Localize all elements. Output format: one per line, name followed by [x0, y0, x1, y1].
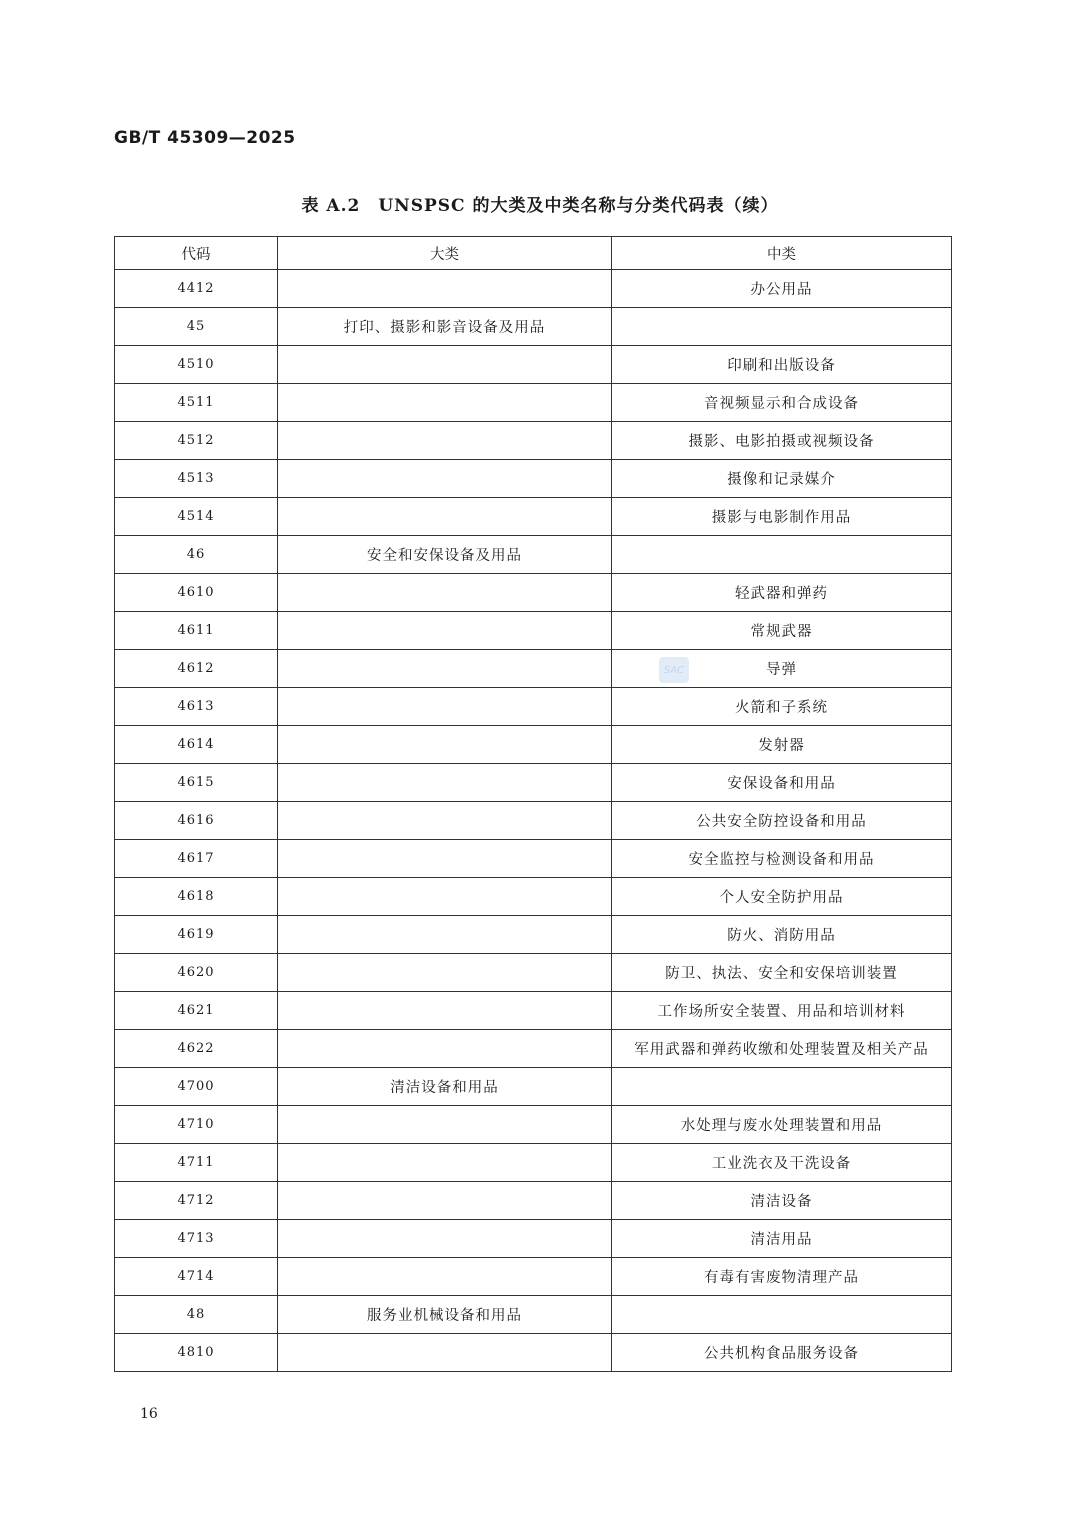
cell-code: 4622: [115, 1030, 278, 1068]
table-row: [115, 1106, 952, 1144]
table-row: [115, 308, 952, 346]
cell-major: [278, 612, 612, 650]
cell-code: 4714: [115, 1258, 278, 1296]
cell-major: [278, 1030, 612, 1068]
table-row: [115, 1258, 952, 1296]
cell-mid: 印刷和出版设备: [612, 346, 952, 384]
table-header-row: [115, 237, 952, 270]
cell-mid: [612, 308, 952, 346]
cell-major: [278, 422, 612, 460]
cell-code: 4713: [115, 1220, 278, 1258]
table-title: 表 A.2 UNSPSC 的大类及中类名称与分类代码表（续）: [301, 196, 779, 216]
cell-mid: 摄影、电影拍摄或视频设备: [612, 422, 952, 460]
cell-code: 4612: [115, 650, 278, 688]
cell-code: 4618: [115, 878, 278, 916]
table-row: [115, 726, 952, 764]
header-mid: 中类: [612, 237, 952, 270]
cell-mid: 公共机构食品服务设备: [612, 1334, 952, 1372]
cell-major: [278, 688, 612, 726]
table-body: [115, 270, 952, 1372]
cell-mid: 军用武器和弹药收缴和处理装置及相关产品: [612, 1030, 952, 1068]
table-row: [115, 346, 952, 384]
cell-major: 清洁设备和用品: [278, 1068, 612, 1106]
cell-major: [278, 1182, 612, 1220]
cell-mid: 防卫、执法、安全和安保培训装置: [612, 954, 952, 992]
cell-major: [278, 650, 612, 688]
table-row: [115, 1030, 952, 1068]
cell-mid: 安保设备和用品: [612, 764, 952, 802]
cell-code: 4711: [115, 1144, 278, 1182]
table-row: [115, 1068, 952, 1106]
cell-mid: 安全监控与检测设备和用品: [612, 840, 952, 878]
cell-code: 4616: [115, 802, 278, 840]
cell-major: [278, 1106, 612, 1144]
table-row: [115, 954, 952, 992]
table-row: [115, 878, 952, 916]
table-row: [115, 270, 952, 308]
header-code: 代码: [115, 237, 278, 270]
cell-code: 4513: [115, 460, 278, 498]
cell-mid: [612, 536, 952, 574]
cell-major: [278, 1144, 612, 1182]
cell-code: 4710: [115, 1106, 278, 1144]
cell-major: 安全和安保设备及用品: [278, 536, 612, 574]
cell-mid: [612, 1296, 952, 1334]
cell-major: [278, 574, 612, 612]
cell-code: 4810: [115, 1334, 278, 1372]
cell-mid: 清洁设备: [612, 1182, 952, 1220]
cell-major: [278, 878, 612, 916]
cell-code: 4615: [115, 764, 278, 802]
table-row: [115, 764, 952, 802]
cell-mid: 音视频显示和合成设备: [612, 384, 952, 422]
cell-major: [278, 270, 612, 308]
header-major: 大类: [278, 237, 612, 270]
cell-mid: 水处理与废水处理装置和用品: [612, 1106, 952, 1144]
cell-major: [278, 992, 612, 1030]
cell-code: 4412: [115, 270, 278, 308]
table-row: [115, 802, 952, 840]
cell-major: [278, 1258, 612, 1296]
cell-mid: 公共安全防控设备和用品: [612, 802, 952, 840]
table-row: [115, 1296, 952, 1334]
cell-major: [278, 498, 612, 536]
cell-code: 4512: [115, 422, 278, 460]
cell-code: 4619: [115, 916, 278, 954]
cell-major: [278, 840, 612, 878]
table-row: [115, 498, 952, 536]
cell-mid: 办公用品: [612, 270, 952, 308]
cell-code: 4613: [115, 688, 278, 726]
cell-code: 46: [115, 536, 278, 574]
table-row: [115, 1220, 952, 1258]
table-row: [115, 574, 952, 612]
cell-mid: 工作场所安全装置、用品和培训材料: [612, 992, 952, 1030]
cell-code: 45: [115, 308, 278, 346]
cell-major: [278, 916, 612, 954]
cell-major: 打印、摄影和影音设备及用品: [278, 308, 612, 346]
table-row: [115, 612, 952, 650]
sac-watermark-logo: SAC: [659, 657, 689, 683]
page-number: 16: [140, 1406, 158, 1422]
cell-code: 4620: [115, 954, 278, 992]
cell-major: [278, 726, 612, 764]
cell-code: 4610: [115, 574, 278, 612]
cell-code: 48: [115, 1296, 278, 1334]
table-row: [115, 1144, 952, 1182]
cell-mid: 摄影与电影制作用品: [612, 498, 952, 536]
cell-mid: [612, 1068, 952, 1106]
cell-code: 4611: [115, 612, 278, 650]
cell-major: 服务业机械设备和用品: [278, 1296, 612, 1334]
table-row: [115, 1334, 952, 1372]
classification-table: [114, 236, 952, 1372]
cell-code: 4617: [115, 840, 278, 878]
cell-major: [278, 346, 612, 384]
cell-mid: 工业洗衣及干洗设备: [612, 1144, 952, 1182]
cell-code: 4712: [115, 1182, 278, 1220]
cell-code: 4514: [115, 498, 278, 536]
cell-mid: 导弹: [612, 650, 952, 688]
table-row: [115, 650, 952, 688]
cell-mid: 摄像和记录媒介: [612, 460, 952, 498]
cell-mid: 有毒有害废物清理产品: [612, 1258, 952, 1296]
cell-major: [278, 802, 612, 840]
cell-mid: 个人安全防护用品: [612, 878, 952, 916]
cell-mid: 火箭和子系统: [612, 688, 952, 726]
cell-major: [278, 384, 612, 422]
table-row: [115, 460, 952, 498]
table-row: [115, 916, 952, 954]
document-id: GB/T 45309—2025: [114, 128, 296, 148]
cell-major: [278, 1334, 612, 1372]
table-row: [115, 992, 952, 1030]
cell-code: 4614: [115, 726, 278, 764]
cell-major: [278, 1220, 612, 1258]
table-row: [115, 384, 952, 422]
cell-major: [278, 764, 612, 802]
table-row: [115, 536, 952, 574]
table-row: [115, 422, 952, 460]
cell-code: 4511: [115, 384, 278, 422]
cell-code: 4510: [115, 346, 278, 384]
cell-mid: 防火、消防用品: [612, 916, 952, 954]
cell-code: 4700: [115, 1068, 278, 1106]
cell-mid: 发射器: [612, 726, 952, 764]
cell-major: [278, 954, 612, 992]
table-row: [115, 840, 952, 878]
table-row: [115, 1182, 952, 1220]
cell-mid: 轻武器和弹药: [612, 574, 952, 612]
cell-code: 4621: [115, 992, 278, 1030]
cell-mid: 清洁用品: [612, 1220, 952, 1258]
cell-mid: 常规武器: [612, 612, 952, 650]
cell-major: [278, 460, 612, 498]
table-row: [115, 688, 952, 726]
